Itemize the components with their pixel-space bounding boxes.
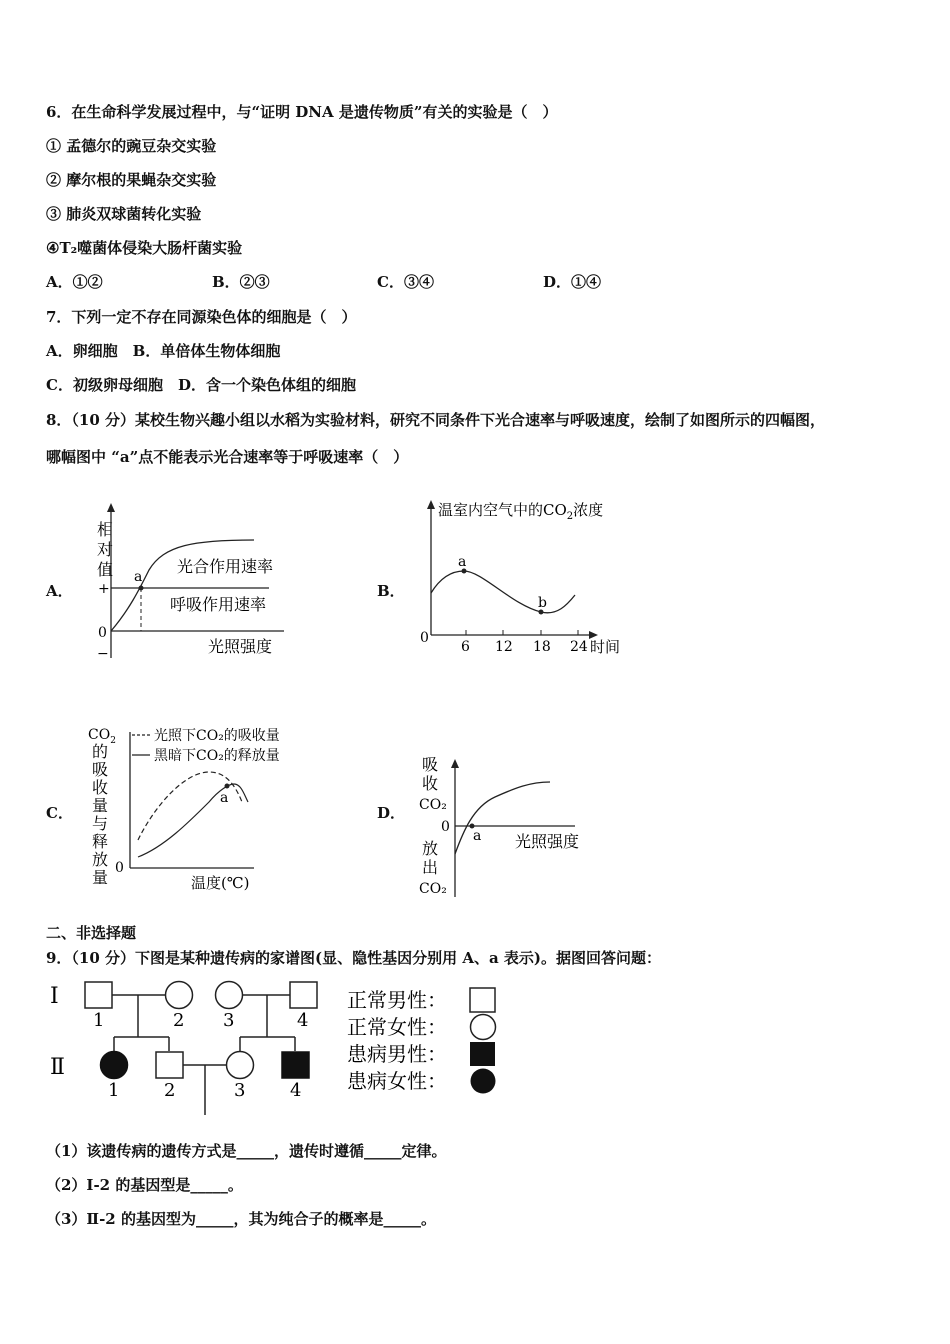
i1-normal-male [85, 982, 112, 1008]
ii3-number: 3 [234, 1080, 246, 1101]
svg-text:CO2: $CO_2$ [88, 727, 116, 746]
q7-stem: 7．下列一定不存在同源染色体的细胞是（ ） [46, 308, 357, 326]
ii1-affected-female [101, 1052, 128, 1079]
svg-text:对: 对 [97, 540, 114, 559]
svg-text:吸: 吸 [422, 755, 439, 774]
svg-text:相: 相 [97, 520, 114, 539]
figure-a [84, 500, 304, 665]
q8-label-a: A． [46, 582, 73, 600]
q6-item-3: ③ 肺炎双球菌转化实验 [46, 205, 202, 223]
legend-normal-male: 正常男性： [347, 988, 447, 1012]
i2-normal-female [166, 982, 193, 1009]
figure-a-xlabel: 光照强度 [208, 637, 273, 656]
figure-b-tick-12: 12 [495, 639, 513, 655]
legend-normal-male-symbol [470, 988, 495, 1012]
ii2-normal-male [156, 1052, 183, 1078]
figure-a-minus: − [97, 646, 109, 662]
svg-text:放: 放 [422, 839, 439, 858]
q9-sub-2: （2）Ⅰ-2 的基因型是_____。 [46, 1176, 243, 1194]
legend-affected-male-symbol [470, 1042, 495, 1066]
figure-d-point-label: a [473, 828, 482, 844]
q6-stem: 6．在生命科学发展过程中，与“证明 DNA 是遗传物质”有关的实验是（ ） [46, 103, 558, 121]
figure-a-point [139, 586, 144, 591]
figure-a-y-arrow [107, 503, 115, 512]
figure-b [412, 495, 632, 660]
legend-affected-female-symbol [471, 1069, 496, 1094]
svg-text:值: 值 [97, 560, 114, 579]
q6-option-a: A．①② [46, 273, 103, 291]
q6-option-d: D．①④ [543, 273, 602, 291]
q7-options-row1: A．卵细胞 B．单倍体生物体细胞 [46, 342, 281, 360]
q6-item-1: ① 孟德尔的豌豆杂交实验 [46, 137, 217, 155]
q6-option-b: B．②③ [212, 273, 270, 291]
i3-normal-female [216, 982, 243, 1009]
svg-text:量: 量 [92, 796, 109, 815]
figure-b-xlabel: 时间 [590, 638, 621, 656]
svg-text:CO₂: CO₂ [419, 881, 447, 897]
svg-text:释: 释 [92, 832, 109, 851]
generation-2-label: Ⅱ [50, 1055, 65, 1080]
figure-a-plus: + [98, 581, 110, 597]
svg-text:CO₂: CO₂ [419, 797, 447, 813]
q9-sub-3: （3）Ⅱ-2 的基因型为_____，其为纯合子的概率是_____。 [46, 1210, 436, 1228]
svg-text:出: 出 [422, 858, 439, 877]
figure-b-point-a-label: a [458, 554, 467, 570]
figure-b-tick-18: 18 [533, 639, 551, 655]
figure-a-curve2-label: 呼吸作用速率 [170, 595, 267, 614]
generation-1-label: Ⅰ [50, 984, 59, 1009]
i2-number: 2 [173, 1010, 185, 1031]
figure-a-point-label: a [134, 569, 143, 585]
svg-text:放: 放 [92, 850, 109, 869]
figure-b-ylabel: 温室内空气中的$CO_2$浓度 [438, 501, 604, 522]
figure-d [415, 752, 615, 900]
ii1-number: 1 [108, 1080, 120, 1101]
ii4-number: 4 [290, 1080, 302, 1101]
q6-item-4: ④T₂噬菌体侵染大肠杆菌实验 [46, 239, 243, 257]
legend-affected-female: 患病女性： [347, 1069, 447, 1093]
ii3-normal-female [227, 1052, 254, 1079]
q6-option-c: C．③④ [377, 273, 434, 291]
figure-b-point-b-label: b [538, 595, 547, 611]
q8-label-c: C． [46, 804, 73, 822]
figure-c [84, 722, 314, 897]
q6-item-2: ② 摩尔根的果蝇杂交实验 [46, 171, 217, 189]
figure-d-zero: 0 [441, 819, 450, 835]
figure-d-bottom-label [419, 839, 447, 897]
i4-normal-male [290, 982, 317, 1008]
figure-c-light-curve [138, 772, 242, 840]
q8-stem-line2: 哪幅图中 “a”点不能表示光合速率等于呼吸速率（ ） [46, 448, 409, 466]
legend-affected-male: 患病男性： [347, 1042, 447, 1066]
figure-c-point-label: a [220, 790, 229, 806]
legend-normal-female-symbol [471, 1015, 496, 1040]
q9-sub-1: （1）该遗传病的遗传方式是_____，遗传时遵循_____定律。 [46, 1142, 447, 1160]
q8-label-d: D． [377, 804, 406, 822]
svg-text:的: 的 [92, 742, 109, 761]
figure-c-zero: 0 [115, 860, 124, 876]
figure-c-dark-curve [138, 784, 248, 857]
figure-b-tick-24: 24 [570, 639, 588, 655]
q7-options-row2: C．初级卵母细胞 D．含一个染色体组的细胞 [46, 376, 356, 394]
figure-c-ylabel [88, 727, 116, 887]
figure-b-curve [431, 571, 575, 613]
figure-b-tick-6: 6 [461, 639, 470, 655]
q8-stem-line1: 8．（10 分）某校生物兴趣小组以水稻为实验材料，研究不同条件下光合速率与呼吸速度，绘制了如图所示的四幅图， [46, 411, 826, 429]
ii2-number: 2 [164, 1080, 176, 1101]
figure-d-xlabel: 光照强度 [515, 832, 580, 851]
q9-stem: 9．（10 分）下图是某种遗传病的家谱图(显、隐性基因分别用 A、a 表示)。据图回答问题： [46, 949, 662, 967]
figure-a-photosynthesis-curve [111, 540, 254, 631]
figure-d-y-arrow [451, 759, 459, 768]
q8-label-b: B． [377, 582, 405, 600]
svg-text:收: 收 [422, 774, 439, 793]
i1-number: 1 [93, 1010, 105, 1031]
i4-number: 4 [297, 1010, 309, 1031]
legend-normal-female: 正常女性： [347, 1015, 447, 1039]
pedigree-chart [40, 975, 520, 1120]
figure-d-top-label [419, 755, 447, 813]
figure-c-point [225, 784, 230, 789]
section-2-heading: 二、非选择题 [46, 924, 137, 942]
figure-c-legend-1: 光照下CO₂的吸收量 [154, 728, 280, 744]
figure-c-xlabel: 温度(℃) [191, 874, 250, 892]
svg-text:收: 收 [92, 778, 109, 797]
figure-b-zero: 0 [420, 630, 429, 646]
figure-a-curve1-label: 光合作用速率 [177, 557, 274, 576]
figure-b-y-arrow [427, 500, 435, 509]
figure-c-legend-2: 黑暗下CO₂的释放量 [154, 748, 280, 764]
svg-text:量: 量 [92, 868, 109, 887]
ii4-affected-male [282, 1052, 309, 1078]
svg-text:吸: 吸 [92, 760, 109, 779]
i3-number: 3 [223, 1010, 235, 1031]
svg-text:与: 与 [92, 814, 109, 833]
figure-a-zero: 0 [98, 625, 107, 641]
